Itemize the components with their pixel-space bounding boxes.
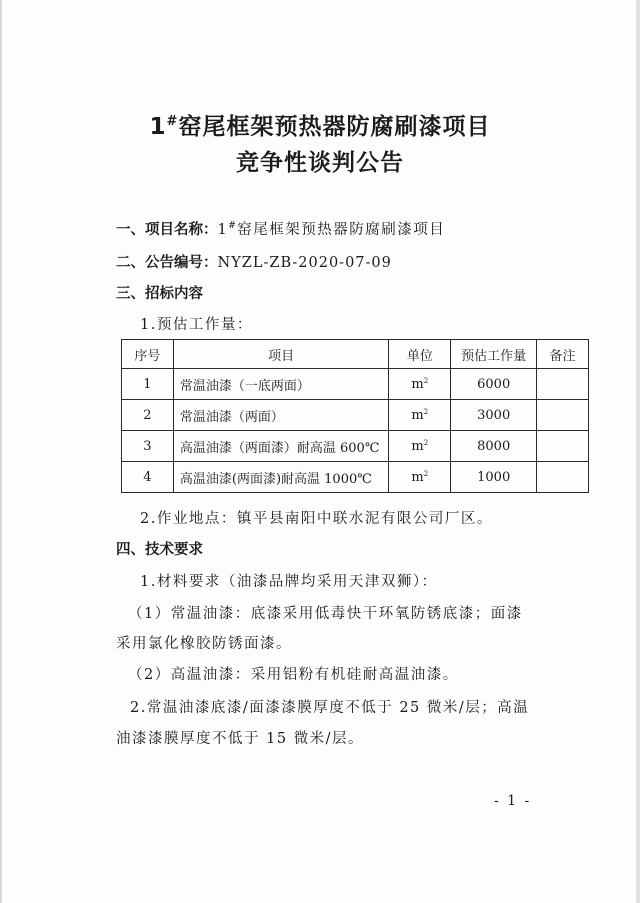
row-qty: 1000 bbox=[451, 462, 537, 493]
unit-text: m bbox=[411, 407, 424, 423]
row-note bbox=[537, 400, 589, 431]
table-row bbox=[122, 400, 589, 431]
header-note: 备注 bbox=[537, 340, 589, 369]
unit-text: m bbox=[411, 376, 424, 392]
normal-paint-line-1: （1）常温油漆：底漆采用低毒快干环氧防锈底漆；面漆 bbox=[128, 606, 523, 622]
table-header-row bbox=[122, 340, 589, 369]
row-qty: 8000 bbox=[451, 431, 537, 462]
row-no: 2 bbox=[122, 400, 174, 431]
notice-number-heading: 二、公告编号： bbox=[116, 255, 218, 271]
unit-text: m bbox=[411, 438, 424, 454]
row-qty: 3000 bbox=[451, 400, 537, 431]
title-line-2: 竞争性谈判公告 bbox=[236, 150, 404, 176]
project-name-heading: 一、项目名称： bbox=[116, 222, 218, 238]
unit-text: m bbox=[411, 469, 424, 485]
normal-paint-line-2: 采用氯化橡胶防锈面漆。 bbox=[116, 636, 292, 652]
table-row bbox=[122, 431, 589, 462]
table-row bbox=[122, 462, 589, 493]
row-unit bbox=[389, 369, 451, 400]
row-unit bbox=[389, 462, 451, 493]
title-superscript: # bbox=[166, 114, 179, 129]
unit-sup: 2 bbox=[423, 376, 429, 385]
project-name-rest: 窑尾框架预热器防腐刷漆项目 bbox=[237, 222, 446, 238]
work-location: 2.作业地点：镇平县南阳中联水泥有限公司厂区。 bbox=[140, 511, 493, 527]
notice-number-line bbox=[116, 251, 392, 272]
row-no: 3 bbox=[122, 431, 174, 462]
row-no: 4 bbox=[122, 462, 174, 493]
row-no: 1 bbox=[122, 369, 174, 400]
row-item: 常温油漆（两面） bbox=[173, 400, 389, 431]
row-unit bbox=[389, 400, 451, 431]
title-prefix: 1 bbox=[149, 114, 167, 140]
high-temp-paint: （2）高温油漆：采用铝粉有机硅耐高温油漆。 bbox=[128, 667, 459, 683]
project-name-line bbox=[116, 218, 445, 239]
workload-label: 1.预估工作量： bbox=[140, 317, 253, 333]
unit-sup: 2 bbox=[423, 469, 429, 478]
tender-content-heading: 三、招标内容 bbox=[116, 286, 203, 302]
row-note bbox=[537, 369, 589, 400]
row-item: 常温油漆（一底两面） bbox=[173, 369, 389, 400]
row-note bbox=[537, 431, 589, 462]
title-line-1 bbox=[0, 108, 640, 141]
page-number: - 1 - bbox=[494, 793, 532, 809]
tech-requirements-heading: 四、技术要求 bbox=[116, 542, 203, 558]
table-row bbox=[122, 369, 589, 400]
header-qty: 预估工作量 bbox=[451, 340, 537, 369]
notice-number-value: NYZL-ZB-2020-07-09 bbox=[217, 255, 392, 271]
title-rest: 窑尾框架预热器防腐刷漆项目 bbox=[178, 114, 491, 140]
film-thickness-line-1: 2.常温油漆底漆/面漆漆膜厚度不低于 25 微米/层；高温 bbox=[130, 700, 530, 716]
workload-table bbox=[121, 339, 589, 493]
row-item: 高温油漆(两面漆)耐高温 1000℃ bbox=[173, 462, 389, 493]
row-unit bbox=[389, 431, 451, 462]
row-note bbox=[537, 462, 589, 493]
unit-sup: 2 bbox=[423, 438, 429, 447]
film-thickness-line-2: 油漆漆膜厚度不低于 15 微米/层。 bbox=[116, 731, 365, 747]
material-requirements: 1.材料要求（油漆品牌均采用天津双狮）： bbox=[140, 574, 438, 590]
project-name-sup: # bbox=[228, 221, 238, 231]
project-name-prefix: 1 bbox=[217, 222, 229, 238]
header-unit: 单位 bbox=[389, 340, 451, 369]
project-name-value bbox=[218, 222, 446, 238]
header-no: 序号 bbox=[122, 340, 174, 369]
unit-sup: 2 bbox=[423, 407, 429, 416]
row-qty: 6000 bbox=[451, 369, 537, 400]
row-item: 高温油漆（两面漆）耐高温 600℃ bbox=[173, 431, 389, 462]
header-item: 项目 bbox=[173, 340, 389, 369]
